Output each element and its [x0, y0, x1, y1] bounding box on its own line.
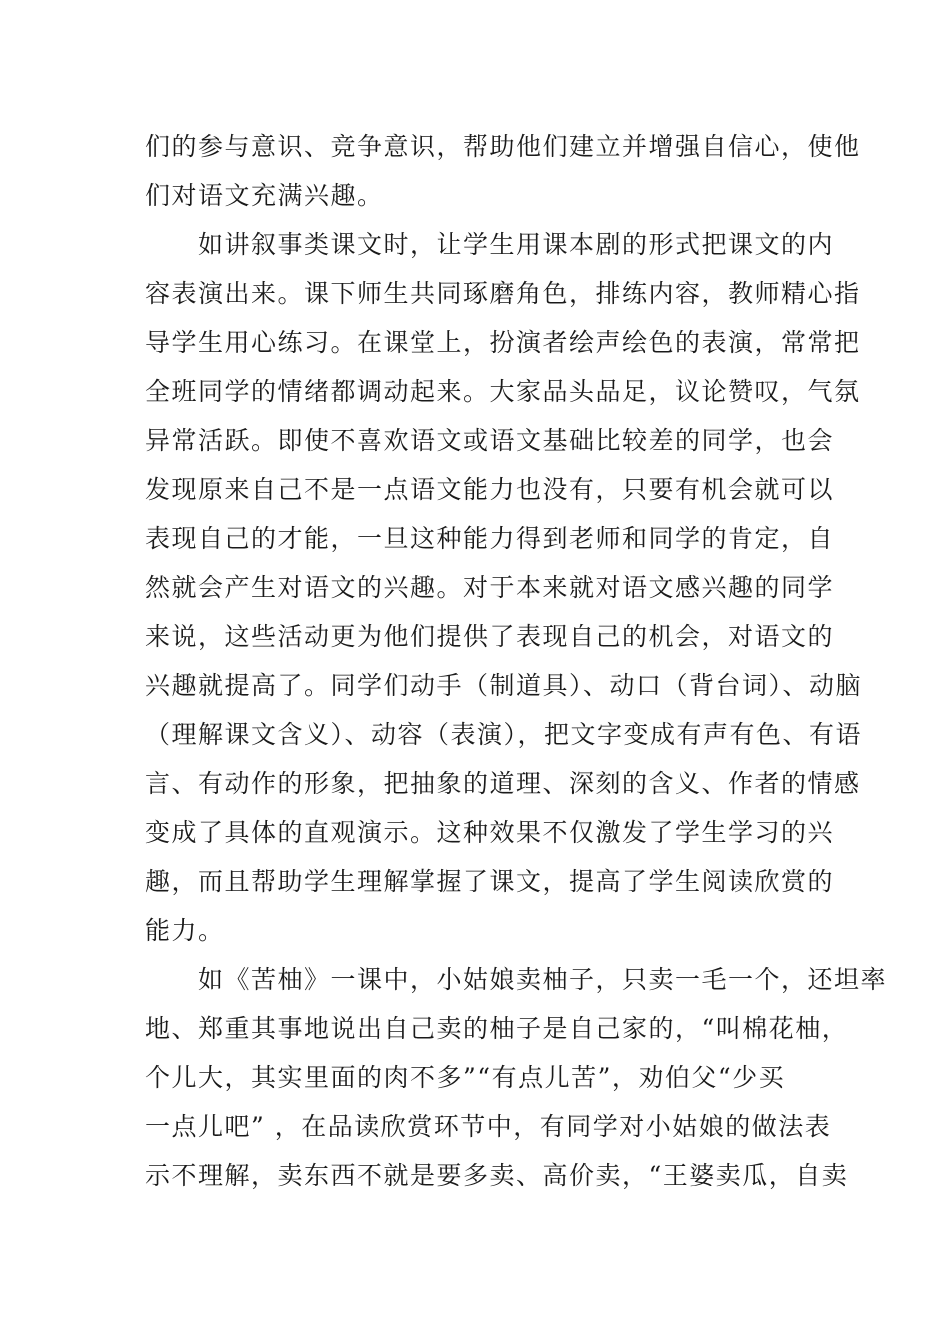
text-line: 来说，这些活动更为他们提供了表现自己的机会，对语文的	[145, 622, 835, 651]
text-line: 趣，而且帮助学生理解掌握了课文，提高了学生阅读欣赏的	[145, 867, 835, 896]
text-line: 示不理解，卖东西不就是要多卖、高价卖，“王婆卖瓜，自卖	[145, 1161, 849, 1190]
text-line: 们的参与意识、竞争意识，帮助他们建立并增强自信心，使他	[145, 132, 861, 161]
text-line: 变成了具体的直观演示。这种效果不仅激发了学生学习的兴	[145, 818, 835, 847]
text-line: 然就会产生对语文的兴趣。对于本来就对语文感兴趣的同学	[145, 573, 835, 602]
text-line: 异常活跃。即使不喜欢语文或语文基础比较差的同学，也会	[145, 426, 835, 455]
text-line: 如《苦柚》一课中，小姑娘卖柚子，只卖一毛一个，还坦率	[145, 965, 888, 994]
text-line: 能力。	[145, 916, 225, 945]
text-line: 如讲叙事类课文时，让学生用课本剧的形式把课文的内	[145, 230, 835, 259]
text-line: 容表演出来。课下师生共同琢磨角色，排练内容，教师精心指	[145, 279, 861, 308]
text-line: （理解课文含义）、动容（表演），把文字变成有声有色、有语	[145, 720, 863, 749]
text-line: 们对语文充满兴趣。	[145, 181, 384, 210]
text-line: 兴趣就提高了。同学们动手（制道具）、动口（背台词）、动脑	[145, 671, 863, 700]
text-line: 一点儿吧” ，在品读欣赏环节中，有同学对小姑娘的做法表	[145, 1112, 832, 1141]
text-line: 个儿大，其实里面的肉不多”“有点儿苦”，劝伯父“少买	[145, 1063, 786, 1092]
text-line: 导学生用心练习。在课堂上，扮演者绘声绘色的表演，常常把	[145, 328, 861, 357]
text-line: 发现原来自己不是一点语文能力也没有，只要有机会就可以	[145, 475, 835, 504]
body-text	[145, 122, 888, 1200]
text-line: 表现自己的才能，一旦这种能力得到老师和同学的肯定，自	[145, 524, 835, 553]
text-line: 全班同学的情绪都调动起来。大家品头品足，议论赞叹，气氛	[145, 377, 861, 406]
text-line: 言、有动作的形象，把抽象的道理、深刻的含义、作者的情感	[145, 769, 861, 798]
text-line: 地、郑重其事地说出自己卖的柚子是自己家的，“叫棉花柚，	[145, 1014, 849, 1043]
